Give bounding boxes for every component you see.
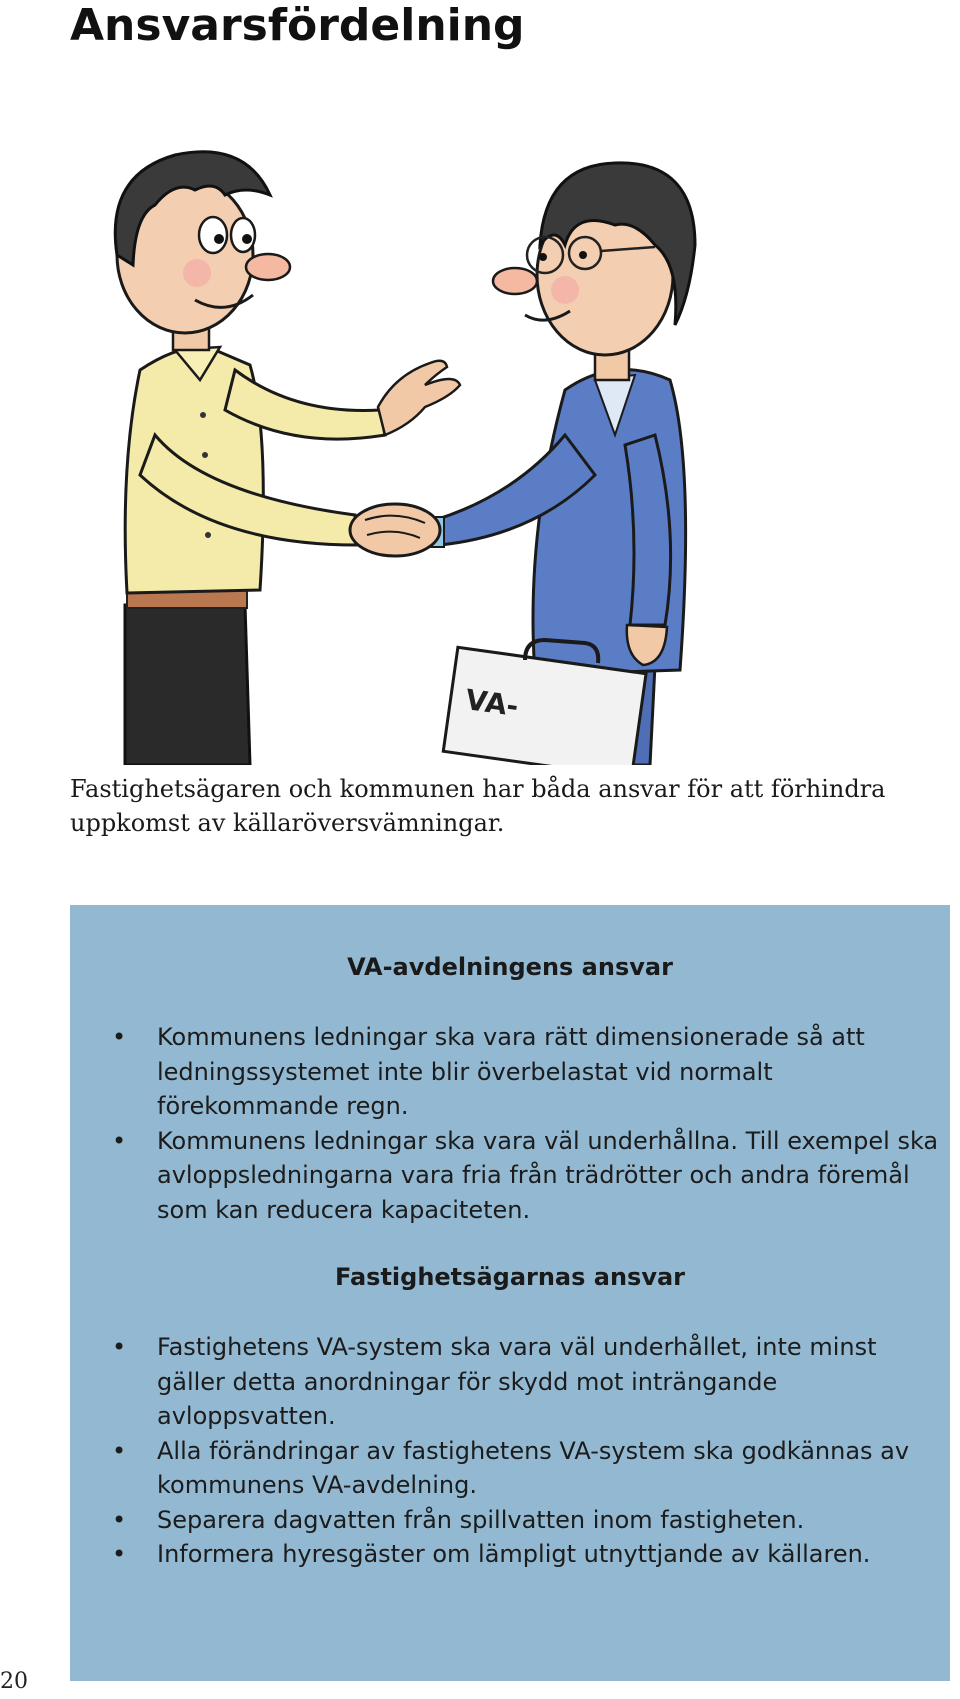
- va-responsibility-heading: VA-avdelningens ansvar: [347, 953, 673, 981]
- va-responsibility-list: [70, 1020, 950, 1227]
- list-item: • Alla förändringar av fastighetens VA-system ska godkännas av kommunens VA-avdelning.: [70, 1434, 950, 1503]
- handshake-cartoon-icon: [95, 135, 775, 765]
- list-item: • Kommunens ledningar ska vara väl underhållna. Till exempel ska avloppsledningarna vara fria från trädrötter och andra föremål som kan reducera kapaciteten.: [70, 1124, 950, 1228]
- owner-responsibility-list: [70, 1330, 950, 1572]
- list-item: • Informera hyresgäster om lämpligt utnyttjande av källaren.: [70, 1537, 950, 1572]
- responsibility-info-box: [70, 905, 950, 1681]
- list-item: • Fastighetens VA-system ska vara väl underhållet, inte minst gäller detta anordningar för skydd mot inträngande avloppsvatten.: [70, 1330, 950, 1434]
- illustration-caption: Fastighetsägaren och kommunen har båda ansvar för att förhindra uppkomst av källaröversvämningar.: [70, 775, 886, 837]
- page-title: Ansvarsfördelning: [70, 0, 525, 51]
- page-number: 20: [0, 1669, 28, 1694]
- right-man-figure: [430, 163, 695, 765]
- left-man-figure: [115, 152, 460, 765]
- owner-responsibility-heading: Fastighetsägarnas ansvar: [334, 1263, 686, 1291]
- list-item: • Separera dagvatten från spillvatten inom fastigheten.: [70, 1503, 950, 1538]
- list-item: • Kommunens ledningar ska vara rätt dimensionerade så att ledningssystemet inte blir överbelastat vid normalt förekommande regn.: [70, 1020, 950, 1124]
- briefcase-label: VA-: [463, 683, 521, 724]
- handshake-hands: [350, 504, 440, 556]
